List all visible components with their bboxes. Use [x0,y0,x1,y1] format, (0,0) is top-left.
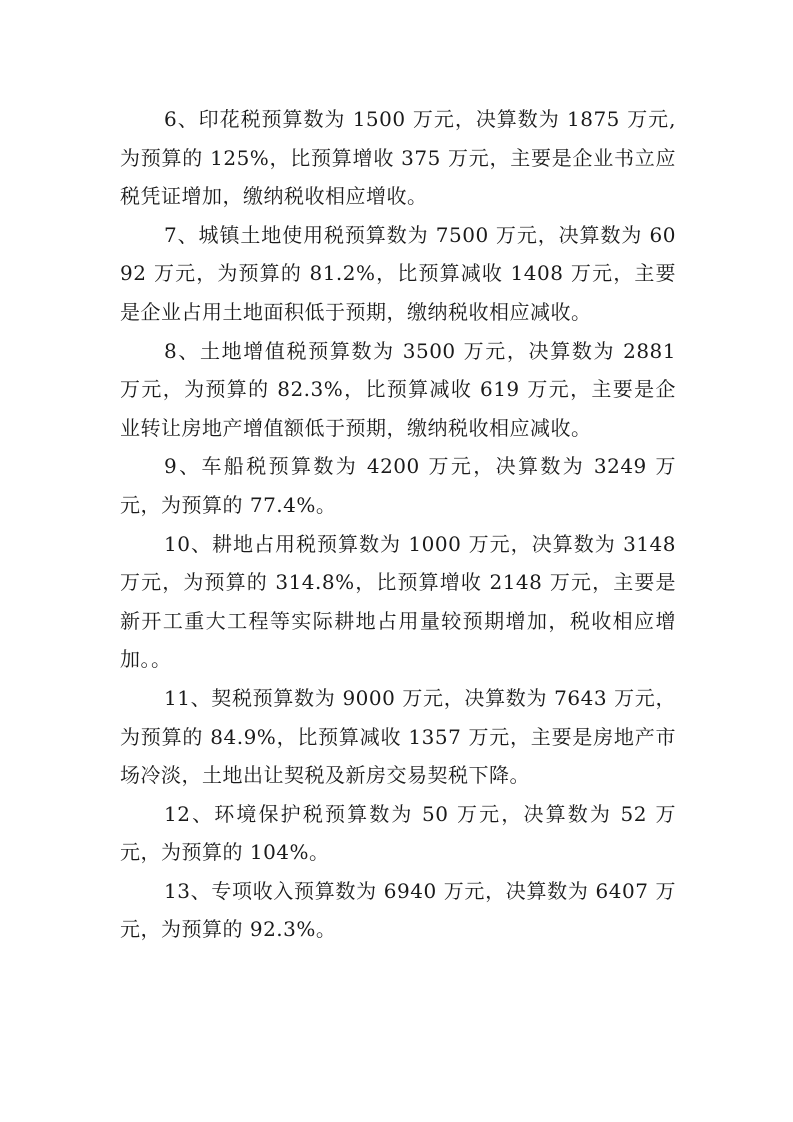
document-body [120,100,676,949]
paragraph-land-appreciation-tax: 8、土地增值税预算数为 3500 万元，决算数为 2881 万元，为预算的 82.3%，比预算减收 619 万元，主要是企业转让房地产增值额低于预期，缴纳税收相应减收。 [120,338,676,440]
paragraph-vehicle-vessel-tax: 9、车船税预算数为 4200 万元，决算数为 3249 万元，为预算的 77.4%。 [120,454,676,517]
paragraph-farmland-occupation-tax: 10、耕地占用税预算数为 1000 万元，决算数为 3148 万元，为预算的 314.8%，比预算增收 2148 万元，主要是新开工重大工程等实际耕地占用量较预期增加，税收相应增加。。 [120,531,676,672]
paragraph-deed-tax: 11、契税预算数为 9000 万元，决算数为 7643 万元，为预算的 84.9%，比预算减收 1357 万元，主要是房地产市场冷淡，土地出让契税及新房交易契税下降。 [120,685,676,788]
paragraph-stamp-tax: 6、印花税预算数为 1500 万元，决算数为 1875 万元,为预算的 125%，比预算增收 375 万元，主要是企业书立应税凭证增加，缴纳税收相应增收。 [120,107,676,209]
paragraph-urban-land-use-tax: 7、城镇土地使用税预算数为 7500 万元，决算数为 6092 万元，为预算的 81.2%，比预算减收 1408 万元，主要是企业占用土地面积低于预期，缴纳税收相应减收。 [120,222,676,324]
paragraph-environmental-protection-tax: 12、环境保护税预算数为 50 万元，决算数为 52 万元，为预算的 104%。 [120,801,676,865]
paragraph-special-revenue: 13、专项收入预算数为 6940 万元，决算数为 6407 万元，为预算的 92.3%。 [120,878,676,942]
